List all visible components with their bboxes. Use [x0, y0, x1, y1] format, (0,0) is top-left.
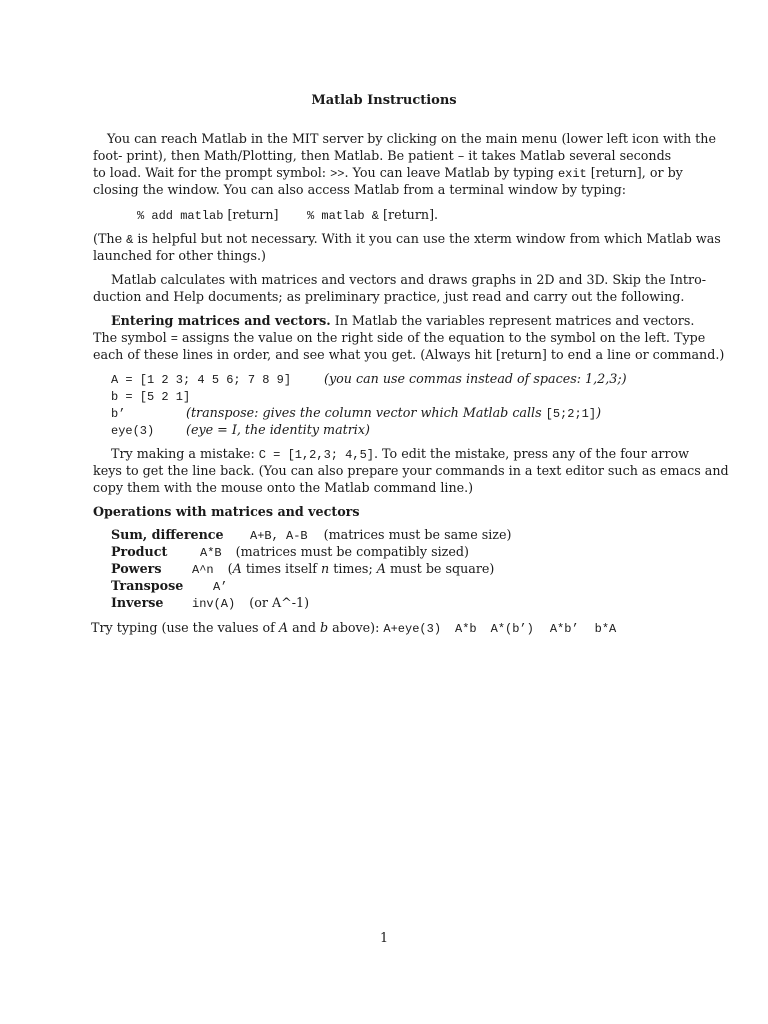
code-line-3 [111, 405, 125, 421]
op-name-sum: Sum, difference [111, 527, 224, 542]
mistake-line-1 [111, 446, 689, 462]
code-comment-3-end: ) [596, 405, 602, 420]
op-row-sum [250, 527, 511, 543]
try-cmd-5: b*A [594, 622, 617, 636]
op-desc-product: (matrices must be compatibly sized) [235, 544, 469, 559]
try-typing-a: Try typing (use the values of [91, 620, 279, 635]
op-row-powers [192, 561, 494, 577]
try-typing-var-a: A [278, 620, 289, 635]
op-code-inverse: inv(A) [192, 597, 236, 611]
page-title: Matlab Instructions [311, 93, 457, 108]
op-desc-powers-c: times; [329, 561, 377, 576]
overview-line-1: Matlab calculates with matrices and vectors and draws graphs in 2D and 3D. Skip the Intro- [111, 272, 707, 287]
try-cmd-3: A*(b’) [490, 622, 534, 636]
op-code-powers: A^n [192, 563, 214, 577]
op-code-sum: A+B, A-B [250, 529, 308, 543]
ampersand-code: & [126, 233, 134, 247]
op-name-powers: Powers [111, 561, 162, 576]
code-eye: eye(3) [111, 424, 155, 438]
entering-line-2 [93, 330, 705, 346]
try-typing-c: above): [328, 620, 384, 635]
code-comment-3-text: (transpose: gives the column vector which Matlab calls [186, 405, 546, 420]
code-line-1 [111, 371, 291, 387]
operations-heading: Operations with matrices and vectors [93, 504, 360, 519]
code-comment-1: (you can use commas instead of spaces: 1,2,3;) [324, 371, 627, 386]
prompt-symbol: >> [330, 167, 345, 181]
return-label-1: [return] [223, 207, 279, 222]
terminal-command-2 [307, 207, 438, 223]
mistake-line-1a: Try making a mistake: [111, 446, 259, 461]
try-typing-var-b: b [319, 620, 329, 635]
entering-line-3: each of these lines in order, and see what you get. (Always hit [return] to end a line or command.) [93, 347, 725, 362]
op-code-transpose: A’ [213, 580, 228, 594]
intro-line-3b: . You can leave Matlab by typing [344, 165, 558, 180]
op-name-transpose: Transpose [111, 578, 184, 593]
try-cmd-4: A*b’ [549, 622, 579, 636]
code-line-4 [111, 422, 154, 438]
page-number: 1 [379, 930, 389, 945]
try-cmd-1: A+eye(3) [383, 622, 442, 636]
op-code-product: A*B [200, 546, 222, 560]
note-line-1b: is helpful but not necessary. With it you can use the xterm window from which Matlab was [133, 231, 721, 246]
code-comment-4: (eye = I, the identity matrix) [186, 422, 370, 437]
entering-line-1-text: In Matlab the variables represent matrices and vectors. [330, 313, 695, 328]
code-comment-3 [186, 405, 601, 421]
op-row-transpose [213, 578, 227, 594]
op-desc-powers-i2: n [321, 561, 330, 576]
op-desc-powers-a: ( [227, 561, 233, 576]
intro-line-2: foot- print), then Math/Plotting, then Matlab. Be patient – it takes Matlab several seconds [93, 148, 672, 163]
equals-symbol: = [170, 332, 178, 346]
intro-line-3c: [return], or by [586, 165, 683, 180]
entering-line-2b: assigns the value on the right side of the equation to the symbol on the left. Type [177, 330, 706, 345]
code-matrix-a: A = [1 2 3; 4 5 6; 7 8 9] [111, 373, 292, 387]
overview-line-2: duction and Help documents; as preliminary practice, just read and carry out the following. [93, 289, 685, 304]
op-row-product [200, 544, 469, 560]
op-desc-sum: (matrices must be same size) [323, 527, 512, 542]
op-desc-powers-b: times itself [241, 561, 322, 576]
exit-command: exit [557, 167, 587, 181]
try-typing-line [91, 620, 616, 636]
note-line-1a: (The [93, 231, 127, 246]
entering-line-1 [111, 313, 694, 328]
op-desc-powers-d: must be square) [385, 561, 495, 576]
entering-line-2a: The symbol [93, 330, 171, 345]
matlab-command: % matlab & [307, 209, 380, 223]
add-matlab-command: % add matlab [137, 209, 224, 223]
entering-heading: Entering matrices and vectors. [111, 313, 331, 328]
intro-line-4: closing the window. You can also access Matlab from a terminal window by typing: [93, 182, 627, 197]
op-desc-powers-i1: A [232, 561, 242, 576]
code-line-2 [111, 388, 190, 404]
note-line-1 [93, 231, 721, 247]
op-desc-powers-i3: A [376, 561, 386, 576]
op-name-inverse: Inverse [111, 595, 164, 610]
op-desc-inverse: (or A^-1) [249, 595, 310, 610]
code-transpose-b: b’ [111, 407, 126, 421]
try-cmd-2: A*b [455, 622, 477, 636]
note-line-2: launched for other things.) [93, 248, 266, 263]
op-desc-powers [228, 561, 495, 576]
op-row-inverse [192, 595, 309, 611]
mistake-line-3: copy them with the mouse onto the Matlab command line.) [93, 480, 474, 495]
code-vector-b: b = [5 2 1] [111, 390, 191, 404]
intro-line-3a: to load. Wait for the prompt symbol: [93, 165, 331, 180]
column-vector-code: [5;2;1] [545, 407, 597, 421]
mistake-code: C = [1,2,3; 4,5] [258, 448, 374, 462]
mistake-line-2: keys to get the line back. (You can also prepare your commands in a text editor such as emacs and [93, 463, 729, 478]
mistake-line-1b: . To edit the mistake, press any of the four arrow [373, 446, 690, 461]
try-typing-b: and [288, 620, 320, 635]
terminal-command-1 [137, 207, 278, 223]
intro-line-3 [93, 165, 683, 181]
op-name-product: Product [111, 544, 168, 559]
intro-line-1: You can reach Matlab in the MIT server by clicking on the main menu (lower left icon with the [107, 131, 716, 146]
return-label-2: [return]. [379, 207, 439, 222]
